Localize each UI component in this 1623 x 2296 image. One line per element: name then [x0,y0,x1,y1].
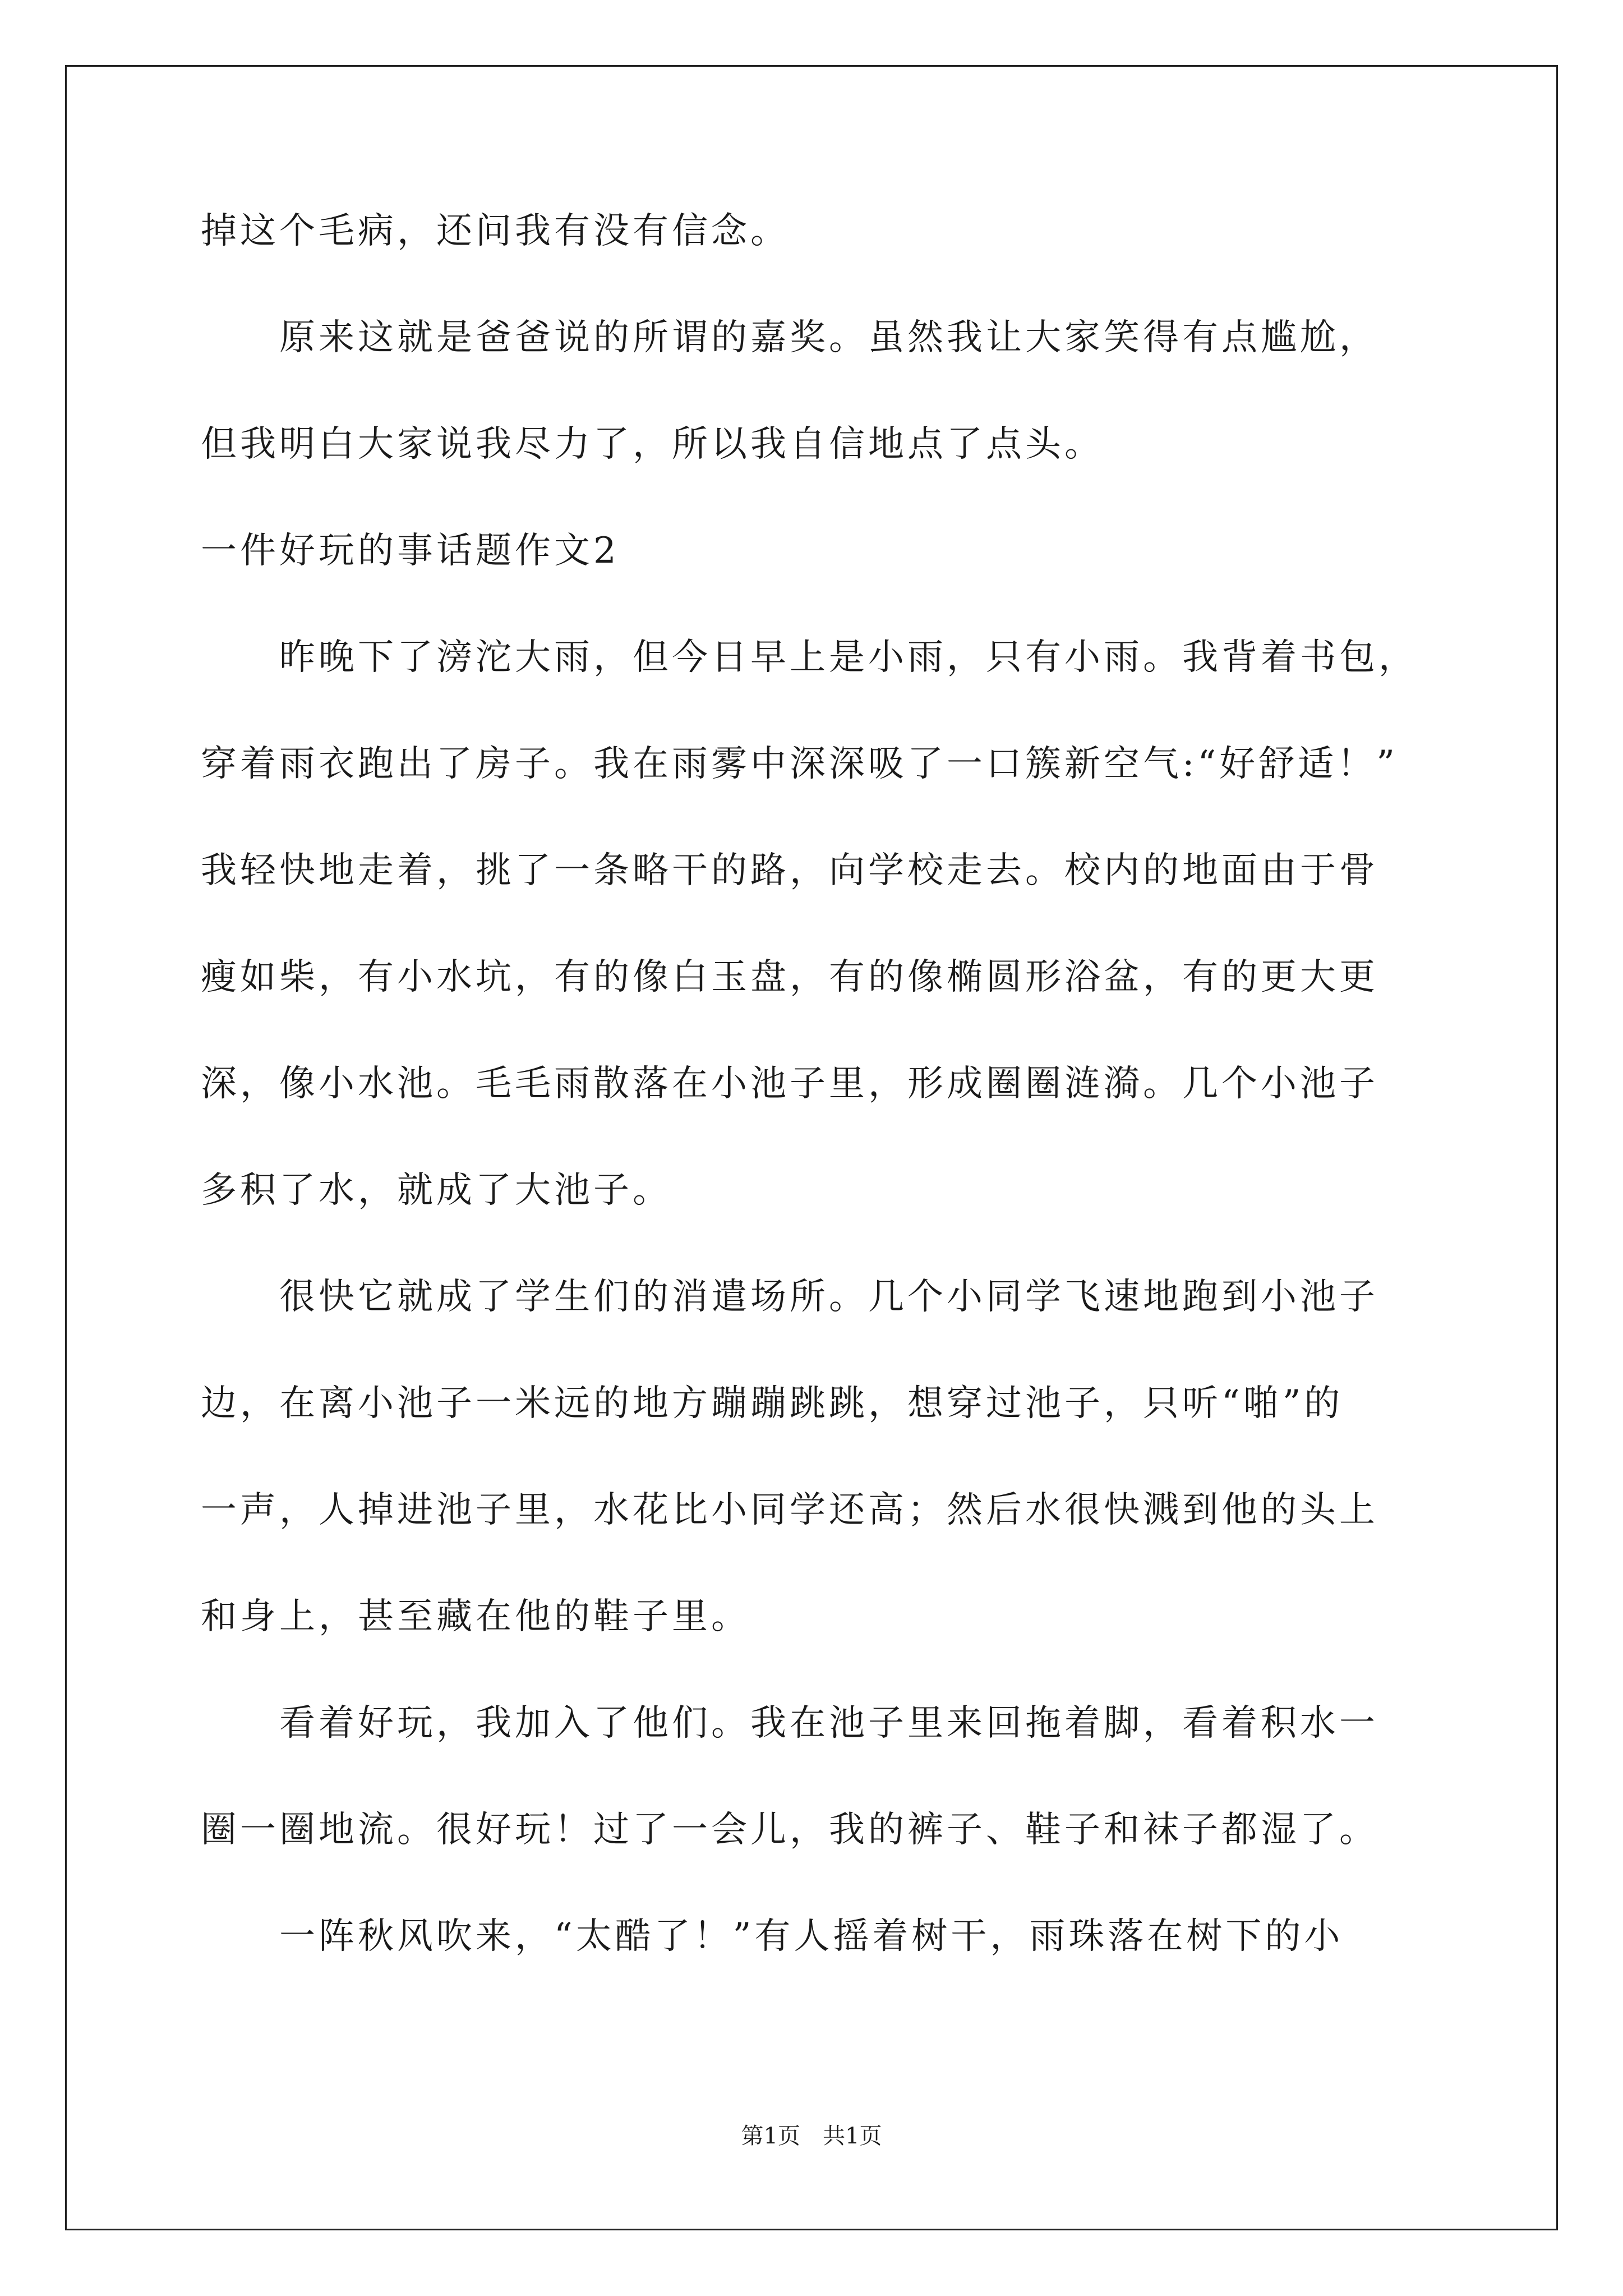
page-footer: 第1页 共1页 [741,2123,882,2149]
text-line: 多积了水，就成了大池子。 [201,1170,672,1211]
text-line: 一阵秋风吹来，“太酷了！”有人摇着树干，雨珠落在树下的小 [201,1916,1344,1957]
text-line: 边，在离小池子一米远的地方蹦蹦跳跳，想穿过池子，只听“啪”的 [201,1383,1344,1424]
text-line: 很快它就成了学生们的消遣场所。几个小同学飞速地跑到小池子 [201,1276,1378,1318]
text-line: 一声，人掉进池子里，水花比小同学还高；然后水很快溅到他的头上 [201,1489,1378,1531]
text-line: 深，像小水池。毛毛雨散落在小池子里，形成圈圈涟漪。几个小池子 [201,1063,1378,1105]
text-line: 和身上，甚至藏在他的鞋子里。 [201,1596,750,1637]
text-line: 昨晚下了滂沱大雨，但今日早上是小雨，只有小雨。我背着书包， [201,637,1418,678]
page-border [65,65,1558,2230]
text-line: 穿着雨衣跑出了房子。我在雨雾中深深吸了一口簇新空气:“好舒适！” [201,743,1398,785]
text-line: 看着好玩，我加入了他们。我在池子里来回拖着脚，看着积水一 [201,1703,1378,1744]
section-heading: 一件好玩的事话题作文2 [201,530,620,572]
text-line: 原来这就是爸爸说的所谓的嘉奖。虽然我让大家笑得有点尴尬， [201,317,1378,358]
text-line: 圈一圈地流。很好玩！过了一会儿，我的裤子、鞋子和袜子都湿了。 [201,1809,1378,1851]
text-line: 瘦如柴，有小水坑，有的像白玉盘，有的像椭圆形浴盆，有的更大更 [201,956,1378,998]
text-line: 我轻快地走着，挑了一条略干的路，向学校走去。校内的地面由于骨 [201,850,1378,891]
text-line: 但我明白大家说我尽力了，所以我自信地点了点头。 [201,424,1104,465]
text-line: 掉这个毛病，还问我有没有信念。 [201,210,790,252]
